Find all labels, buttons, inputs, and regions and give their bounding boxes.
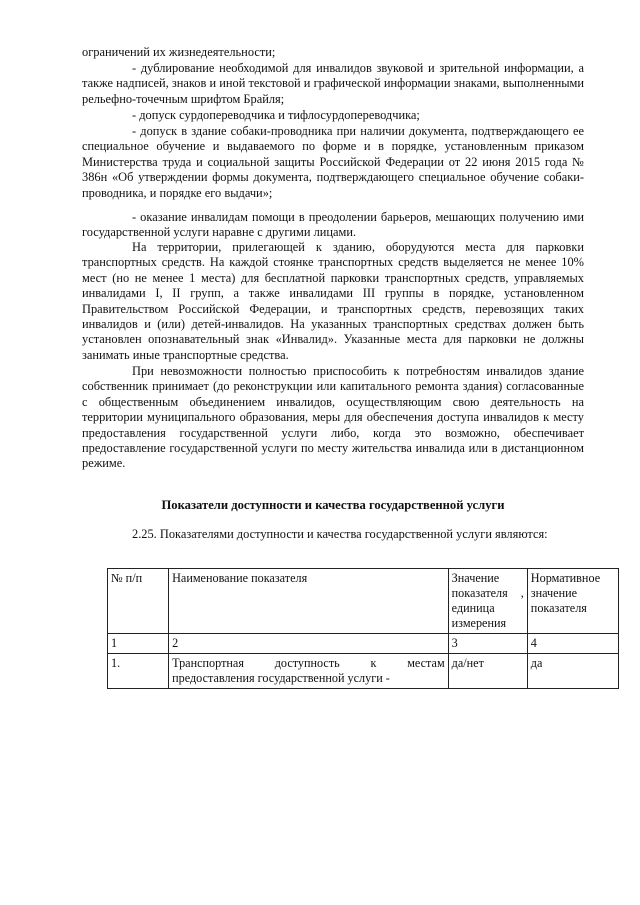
paragraph-braille: - дублирование необходимой для инвалидов звуковой и зрительной информации, а также надписей, знаков и иной текстовой и графической информации знаками, выполненными рельефно-точечным шрифтом Брайля; [82, 61, 584, 106]
paragraph-intro: 2.25. Показателями доступности и качества государственной услуги являются: [132, 527, 548, 541]
table-number-row [108, 634, 619, 654]
row-value: да/нет [448, 654, 527, 689]
paragraph-1: ограничений их жизнедеятельности; [82, 45, 276, 59]
column-number-3: 3 [448, 634, 527, 654]
header-value: Значение показателя , единица измерения [448, 569, 527, 634]
table-header-row [108, 569, 619, 634]
paragraph-assistance: - оказание инвалидам помощи в преодолении барьеров, мешающих получению ими государственной услуги наравне с другими лицами. [82, 210, 584, 240]
row-normative: да [527, 654, 618, 689]
header-normative: Нормативное значение показателя [527, 569, 618, 634]
row-number: 1. [108, 654, 169, 689]
header-number: № п/п [108, 569, 169, 634]
table-row [108, 654, 619, 689]
paragraph-accessibility: При невозможности полностью приспособить к потребностям инвалидов здание собственник принимает (до реконструкции или капитального ремонта здания) согласованные с общественным объединением инвалидов, осуществляющим свою деятельность на территории муниципального образования, меры для обеспечения доступа инвалидов к месту предоставления государственной услуги либо, когда это возможно, обеспечивает предоставление государственной услуги по месту жительства инвалида или в дистанционном режиме. [82, 364, 584, 471]
indicators-table [107, 568, 619, 689]
section-heading: Показатели доступности и качества государственной услуги [161, 498, 505, 512]
column-number-4: 4 [527, 634, 618, 654]
column-number-2: 2 [169, 634, 449, 654]
column-number-1: 1 [108, 634, 169, 654]
header-name: Наименование показателя [169, 569, 449, 634]
paragraph-interpreter: - допуск сурдопереводчика и тифлосурдопереводчика; [132, 108, 420, 122]
paragraph-guide-dog: - допуск в здание собаки-проводника при наличии документа, подтверждающего ее специальное обучение и выдаваемого по форме и в порядке, установленным приказом Министерства труда и социальной защиты Российской Федерации от 22 июня 2015 года № 386н «Об утверждении формы документа, подтверждающего специальное обучение собаки-проводника, и порядке его выдачи»; [82, 124, 584, 200]
paragraph-parking: На территории, прилегающей к зданию, оборудуются места для парковки транспортных средств. На каждой стоянке транспортных средств выделяется не менее 10% мест (но не менее 1 места) для бесплатной парковки транспортных средств, управляемых инвалидами I, II групп, а также инвалидами III группы в порядке, установленном Правительством Российской Федерации, и транспортных средств, перевозящих таких инвалидов и (или) детей-инвалидов. На указанных транспортных средствах должен быть установлен опознавательный знак «Инвалид». Указанные места для парковки не должны занимать иные транспортные средства. [82, 240, 584, 362]
row-indicator-name: Транспортная доступность к местам предоставления государственной услуги - [169, 654, 449, 689]
